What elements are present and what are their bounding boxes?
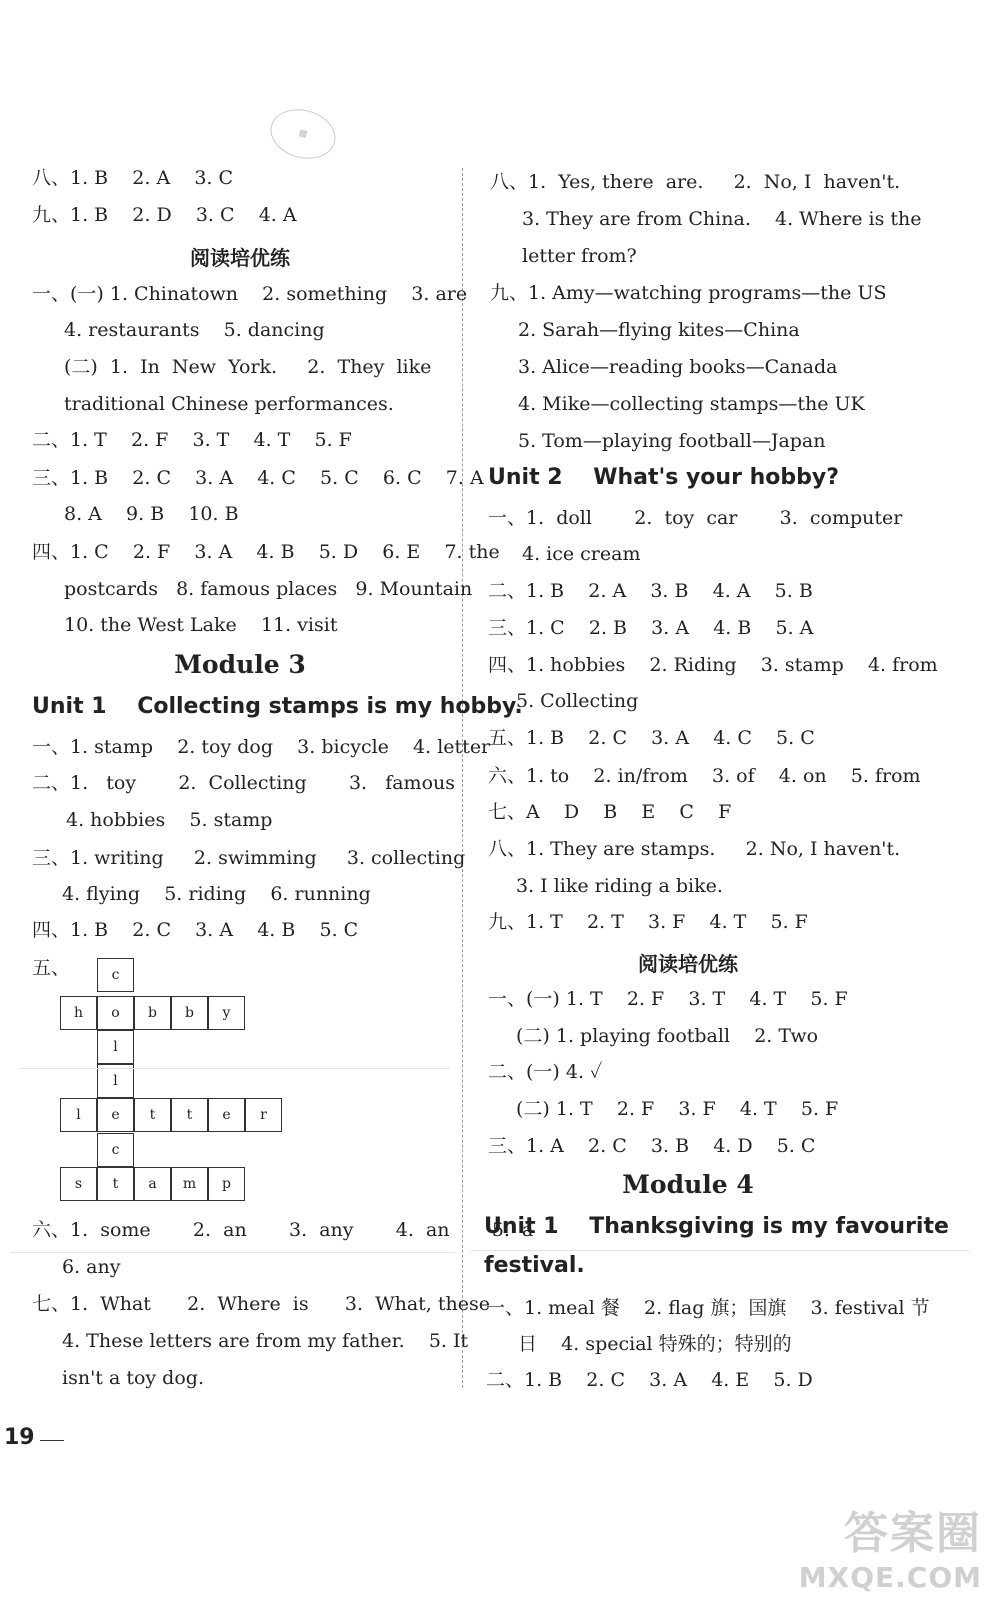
answer-line: (二) 1. playing football 2. Two <box>516 1025 819 1047</box>
answer-line: 五、 <box>32 957 71 979</box>
answer-line: 二、1. B 2. C 3. A 4. E 5. D <box>486 1369 813 1391</box>
crossword-cell: h <box>60 996 97 1030</box>
crossword-cell: e <box>97 1098 134 1132</box>
answer-line: 4. Mike—collecting stamps—the UK <box>518 393 865 415</box>
crossword-cell: o <box>97 996 134 1030</box>
unit-heading: Unit 1 Thanksgiving is my favourite <box>484 1214 949 1239</box>
answer-line: 六、1. to 2. in/from 3. of 4. on 5. from <box>488 765 921 787</box>
answer-line: isn't a toy dog. <box>62 1367 204 1389</box>
answer-line: 四、1. hobbies 2. Riding 3. stamp 4. from <box>488 654 938 676</box>
answer-line: 3. I like riding a bike. <box>516 875 723 897</box>
answer-line: 四、1. C 2. F 3. A 4. B 5. D 6. E 7. the <box>32 541 500 563</box>
crossword-cell: p <box>208 1167 245 1201</box>
unit-heading: Unit 1 Collecting stamps is my hobby. <box>32 694 523 719</box>
crossword-cell: r <box>245 1098 282 1132</box>
answer-line: 二、1. toy 2. Collecting 3. famous <box>32 772 455 794</box>
answer-line: 九、1. B 2. D 3. C 4. A <box>32 204 297 226</box>
answer-line: 九、1. T 2. T 3. F 4. T 5. F <box>488 911 808 933</box>
answer-line: 二、(一) 4. ✓ <box>488 1061 603 1083</box>
answer-line: 八、1. Yes, there are. 2. No, I haven't. <box>490 171 901 193</box>
answer-line: 5. Tom—playing football—Japan <box>518 430 826 452</box>
answer-line: postcards 8. famous places 9. Mountain <box>64 578 473 600</box>
answer-line: 八、1. They are stamps. 2. No, I haven't. <box>488 838 901 860</box>
answer-line: 3. They are from China. 4. Where is the <box>522 208 922 230</box>
page-number: 19 <box>4 1425 35 1450</box>
answer-line: 二、1. B 2. A 3. B 4. A 5. B <box>488 580 813 602</box>
crossword-cell: b <box>171 996 208 1030</box>
answer-line: 8. A 9. B 10. B <box>64 503 239 525</box>
answer-line: 八、1. B 2. A 3. C <box>32 167 234 189</box>
answer-line: 三、1. writing 2. swimming 3. collecting <box>32 847 466 869</box>
answer-line: (二) 1. T 2. F 3. F 4. T 5. F <box>516 1098 839 1120</box>
answer-line: 三、1. A 2. C 3. B 4. D 5. C <box>488 1135 816 1157</box>
section-title-reading: 阅读培优练 <box>190 246 290 270</box>
crossword-cell: t <box>134 1098 171 1132</box>
crossword-cell: m <box>171 1167 208 1201</box>
answer-line: 4. ice cream <box>522 543 641 565</box>
answer-line: 一、1. meal 餐 2. flag 旗；国旗 3. festival 节 <box>486 1297 930 1319</box>
crossword-cell: s <box>60 1167 97 1201</box>
divider-line <box>20 1068 450 1069</box>
answer-line: 5. Collecting <box>516 690 639 712</box>
answer-line: 一、1. stamp 2. toy dog 3. bicycle 4. letter <box>32 736 491 758</box>
answer-line: 五、1. B 2. C 3. A 4. C 5. C <box>488 727 815 749</box>
column-divider <box>462 168 463 1388</box>
answer-line: 2. Sarah—flying kites—China <box>518 319 800 341</box>
crossword-cell: l <box>60 1098 97 1132</box>
answer-line: 七、1. What 2. Where is 3. What, these <box>32 1293 490 1315</box>
watermark-url: MXQE.COM <box>798 1561 982 1594</box>
section-title-reading: 阅读培优练 <box>638 952 738 976</box>
unit-heading: Unit 2 What's your hobby? <box>488 465 839 490</box>
crossword-cell: b <box>134 996 171 1030</box>
crossword-cell: y <box>208 996 245 1030</box>
answer-line: letter from? <box>522 245 637 267</box>
answer-line: 日 4. special 特殊的；特别的 <box>518 1333 792 1355</box>
crossword-cell: t <box>97 1167 134 1201</box>
answer-line: 4. flying 5. riding 6. running <box>62 883 371 905</box>
answer-line: 6. any <box>62 1256 121 1278</box>
answer-line: (二) 1. In New York. 2. They like <box>64 356 432 378</box>
watermark-text: 答案圈 <box>844 1508 982 1559</box>
crossword-cell: c <box>97 958 134 992</box>
answer-line: 一、(一) 1. Chinatown 2. something 3. are <box>32 283 468 305</box>
answer-line: 二、1. T 2. F 3. T 4. T 5. F <box>32 429 352 451</box>
divider-line <box>470 1250 970 1251</box>
answer-line: 一、(一) 1. T 2. F 3. T 4. T 5. F <box>488 988 848 1010</box>
answer-line: 六、1. some 2. an 3. any 4. an 5. a <box>32 1219 534 1241</box>
answer-line: 三、1. B 2. C 3. A 4. C 5. C 6. C 7. A <box>32 467 484 489</box>
answer-line: 4. restaurants 5. dancing <box>64 319 325 341</box>
crossword-cell: c <box>97 1133 134 1167</box>
answer-line: 3. Alice—reading books—Canada <box>518 356 838 378</box>
answer-line: 一、1. doll 2. toy car 3. computer <box>488 507 903 529</box>
module-heading: Module 3 <box>174 650 306 679</box>
answer-line: traditional Chinese performances. <box>64 393 394 415</box>
page-number-rule <box>40 1440 64 1441</box>
answer-line: 九、1. Amy—watching programs—the US <box>490 282 887 304</box>
divider-line <box>10 1252 455 1253</box>
module-heading: Module 4 <box>622 1170 754 1199</box>
crossword-cell: l <box>97 1030 134 1064</box>
crossword-cell: l <box>97 1064 134 1098</box>
crossword-cell: e <box>208 1098 245 1132</box>
answer-line: 七、A D B E C F <box>488 801 732 823</box>
answer-line: 4. hobbies 5. stamp <box>66 809 273 831</box>
watermark-logo <box>799 1497 982 1594</box>
answer-line: 三、1. C 2. B 3. A 4. B 5. A <box>488 617 814 639</box>
answer-line: 四、1. B 2. C 3. A 4. B 5. C <box>32 919 359 941</box>
decorative-stamp-icon: ▦ <box>265 102 341 165</box>
crossword-cell: a <box>134 1167 171 1201</box>
unit-heading-cont: festival. <box>484 1253 585 1278</box>
answer-line: 10. the West Lake 11. visit <box>64 614 338 636</box>
answer-line: 4. These letters are from my father. 5. It <box>62 1330 469 1352</box>
crossword-cell: t <box>171 1098 208 1132</box>
